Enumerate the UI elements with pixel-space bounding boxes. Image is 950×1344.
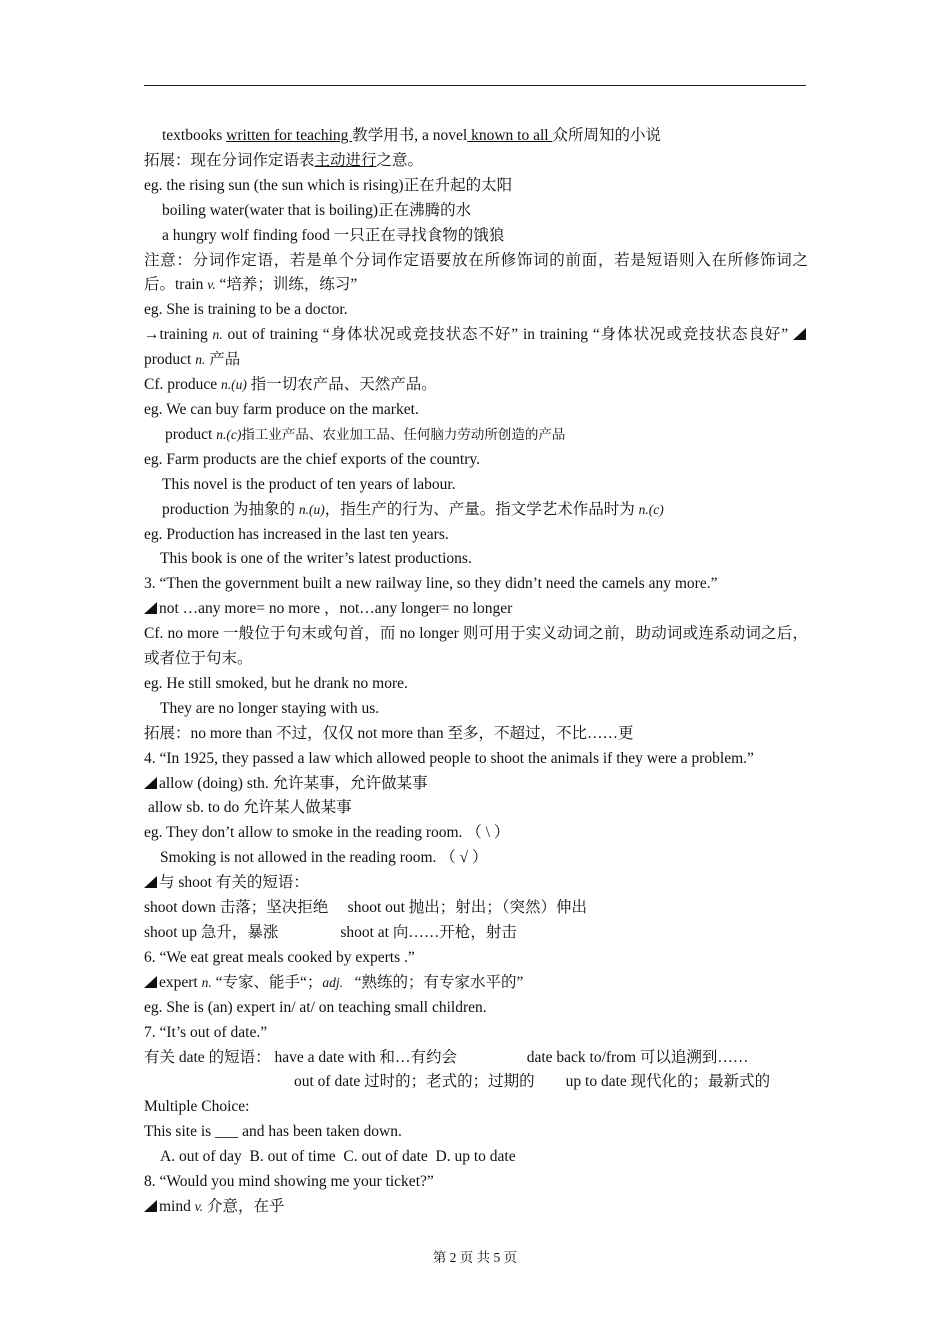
section-heading: 3. “Then the government built a new railway line, so they didn’t need the camels any more.” <box>144 575 718 593</box>
section-heading: 8. “Would you mind showing me your ticket?” <box>144 1173 434 1191</box>
text: “熟练的；有专家水平的” <box>343 973 524 991</box>
text: 教学用书, a novel <box>352 127 468 144</box>
paragraph: A. out of day B. out of time C. out of date D. up to date <box>160 1148 516 1166</box>
example-line: eg. She is training to be a doctor. <box>144 301 348 319</box>
pos-label: n. <box>212 327 223 343</box>
example-line: Smoking is not allowed in the reading room. （ √ ） <box>160 849 488 867</box>
text: 之意。 <box>376 151 424 169</box>
paragraph <box>144 772 808 797</box>
text: mind <box>159 1197 195 1215</box>
underlined-text: known to all <box>467 127 553 144</box>
text: Cf. produce <box>144 376 222 394</box>
text: 产品 <box>205 351 241 369</box>
paragraph <box>144 498 808 523</box>
example-line: This novel is the product of ten years of labour. <box>162 475 456 493</box>
document-body <box>144 124 808 1220</box>
triangle-bullet-icon <box>144 602 157 614</box>
pos-label: n. <box>201 974 212 990</box>
paragraph <box>144 871 808 896</box>
paragraph: Cf. no more 一般位于句末或句首，而 no longer 则可用于实义动词之前，助动词或连系动词之后，或者位于句末。 <box>144 625 808 668</box>
text: 众所周知的小说 <box>552 127 661 144</box>
text: 与 shoot 有关的短语： <box>159 874 309 892</box>
text: allow (doing) sth. 允许某事，允许做某事 <box>159 774 428 792</box>
pos-label: n.(c) <box>216 426 242 442</box>
example-line: eg. They don’t allow to smoke in the reading room. （ \ ） <box>144 824 510 842</box>
text: ，指生产的行为、产量。指文学艺术作品时为 <box>324 500 639 518</box>
paragraph <box>144 597 808 622</box>
example-line: eg. She is (an) expert in/ at/ on teaching small children. <box>144 998 487 1016</box>
paragraph <box>144 1195 808 1220</box>
text: product <box>144 351 196 369</box>
example-line: boiling water(water that is boiling)正在沸腾的水 <box>162 201 472 219</box>
text: →training <box>144 326 213 344</box>
paragraph: shoot down 击落；坚决拒绝 shoot out 抛出；射出；（突然）伸出 <box>144 899 588 917</box>
text: 指工业产品、农业加工品、任何脑力劳动所创造的产品 <box>241 426 566 442</box>
paragraph <box>144 249 808 299</box>
text: not …any more= no more ，not…any longer= no longer <box>159 600 513 618</box>
example-line: eg. Production has increased in the last ten years. <box>144 525 449 543</box>
paragraph <box>144 971 808 996</box>
pos-label: adj. <box>322 974 344 990</box>
paragraph <box>144 373 808 398</box>
example-line: a hungry wolf finding food 一只正在寻找食物的饿狼 <box>162 226 505 244</box>
example-line: eg. He still smoked, but he drank no more. <box>144 674 408 692</box>
pos-label: n. <box>195 352 206 368</box>
section-heading: 7. “It’s out of date.” <box>144 1023 268 1041</box>
header-rule <box>144 85 806 86</box>
example-line: eg. the rising sun (the sun which is rising)正在升起的太阳 <box>144 176 513 194</box>
text: expert <box>159 973 202 991</box>
paragraph <box>144 149 808 174</box>
paragraph <box>144 323 808 373</box>
text: 拓展：现在分词作定语表 <box>144 151 315 169</box>
pos-label: v. <box>207 277 216 293</box>
section-heading: 6. “We eat great meals cooked by experts .” <box>144 948 415 966</box>
paragraph: This site is ___ and has been taken down. <box>144 1123 402 1141</box>
triangle-bullet-icon <box>144 1200 157 1212</box>
underlined-text: 主动进行 <box>314 151 377 169</box>
paragraph: Multiple Choice: <box>144 1098 250 1116</box>
text: 指一切农产品、天然产品。 <box>246 376 437 394</box>
example-line: They are no longer staying with us. <box>160 699 380 717</box>
triangle-bullet-icon <box>144 777 157 789</box>
triangle-bullet-icon <box>144 876 157 888</box>
section-heading: 4. “In 1925, they passed a law which allowed people to shoot the animals if they were a problem.” <box>144 749 754 767</box>
pos-label: v. <box>194 1198 204 1214</box>
paragraph: 拓展：no more than 不过，仅仅 not more than 至多，不超过，不比……更 <box>144 724 634 742</box>
paragraph: 有关 date 的短语： have a date with 和…有约会 date back to/from 可以追溯到…… <box>144 1048 749 1066</box>
text: out of training “身体状况或竞技状态不好” in training “身体状况或竞技状态良好” <box>222 326 793 344</box>
text: production 为抽象的 <box>162 500 299 518</box>
example-line: eg. Farm products are the chief exports of the country. <box>144 450 481 468</box>
paragraph <box>144 124 808 149</box>
pos-label: n.(u) <box>221 377 247 393</box>
text: “培养；训练，练习” <box>215 276 358 294</box>
page-footer: 第 2 页 共 5 页 <box>432 1250 518 1265</box>
text: 注意：分词作定语，若是单个分词作定语要放在所修饰词的前面，若是短语则入在所修饰词之后。train <box>144 251 808 294</box>
pos-label: n.(c) <box>638 501 664 517</box>
text: “专家、能手“； <box>211 973 323 991</box>
text: 介意，在乎 <box>203 1197 285 1215</box>
text: product <box>165 425 217 443</box>
example-line: eg. We can buy farm produce on the market. <box>144 400 419 418</box>
pos-label: n.(u) <box>298 501 325 517</box>
triangle-bullet-icon <box>793 328 806 340</box>
example-line: This book is one of the writer’s latest productions. <box>160 550 472 568</box>
paragraph: shoot up 急升，暴涨 shoot at 向……开枪，射击 <box>144 924 517 941</box>
triangle-bullet-icon <box>144 976 157 988</box>
paragraph: out of date 过时的；老式的；过期的 up to date 现代化的；最新式的 <box>294 1073 771 1091</box>
text: textbooks <box>162 127 227 144</box>
paragraph: allow sb. to do 允许某人做某事 <box>148 799 352 817</box>
underlined-text: written for teaching <box>226 127 353 144</box>
paragraph <box>144 423 808 448</box>
